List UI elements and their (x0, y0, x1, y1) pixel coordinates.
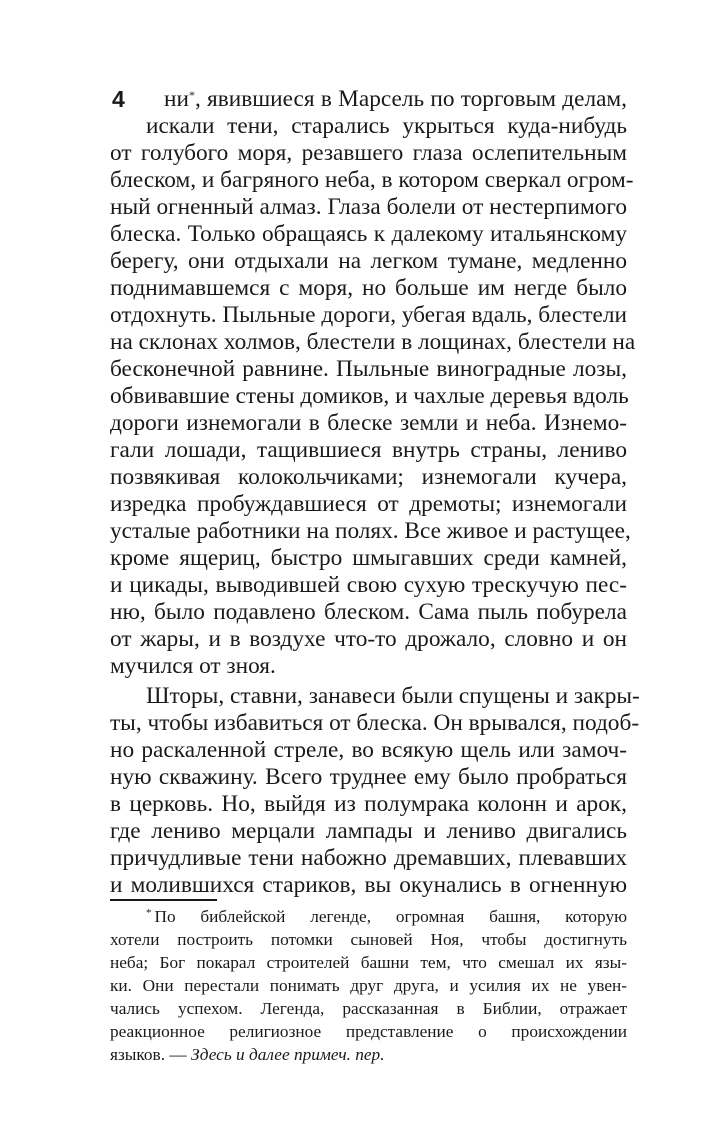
text-line: дороги изнемогали в блеске земли и неба. Изнемо- (110, 410, 627, 436)
text-line: и цикады, выводившей свою сухую трескучую пес- (110, 572, 627, 598)
page-number: 4 (112, 86, 125, 112)
footnote-divider (110, 899, 217, 901)
text-line: гали лошади, тащившиеся внутрь страны, лениво (110, 437, 627, 463)
text-line: в церковь. Но, выйдя из полумрака колонн и арок, (110, 791, 627, 817)
text-line: но раскаленной стреле, во всякую щель или замоч- (110, 737, 627, 763)
text-line: причудливые тени набожно дремавших, плевавших (110, 845, 627, 871)
text-line: кроме ящериц, быстро шмыгавших среди камней, (110, 545, 627, 571)
footnote-line: хотели построить потомки сыновей Ноя, чтобы достигнуть (110, 930, 627, 949)
text-line: где лениво мерцали лампады и лениво двигались (110, 818, 627, 844)
footnote-marker: * (146, 907, 152, 919)
text-line: блеском, и багряного неба, в котором сверкал огром- (110, 167, 634, 193)
footnote-line: чались успехом. Легенда, рассказанная в Библии, отражает (110, 999, 627, 1018)
footnote-text: По библейской легенде, огромная башня, которую (154, 907, 627, 926)
text-line: на склонах холмов, блестели в лощинах, блестели на (110, 329, 636, 355)
text-line: бесконечной равнине. Пыльные виноградные лозы, (110, 356, 627, 382)
text-line: Шторы, ставни, занавеси были спущены и закры- (146, 683, 640, 709)
text-line: ты, чтобы избавиться от блеска. Он врывался, подоб- (110, 710, 640, 736)
footnote-line: неба; Бог покарал строителей башни тем, что смешал их язы- (110, 953, 627, 972)
text-line: ный огненный алмаз. Глаза болели от нестерпимого (110, 194, 627, 220)
text-fragment: ни (164, 86, 189, 112)
footnote-marker: * (188, 88, 195, 102)
footnote-text: языков. — (110, 1045, 187, 1064)
text-line: позвякивая колокольчиками; изнемогали кучера, (110, 464, 627, 490)
text-line: отдохнуть. Пыльные дороги, убегая вдаль, блестели (110, 302, 627, 328)
text-line: от голубого моря, резавшего глаза ослепительным (110, 140, 627, 166)
text-line: усталые работники на полях. Все живое и растущее, (110, 518, 631, 544)
text-line: и молившихся стариков, вы окунались в огненную (110, 872, 627, 898)
text-line: искали тени, старались укрыться куда-нибудь (146, 113, 627, 139)
text-line: ню, было подавлено блеском. Сама пыль побурела (110, 599, 627, 625)
text-line: мучился от зноя. (110, 653, 276, 679)
text-fragment: , явившиеся в Марсель по торговым делам, (194, 86, 627, 112)
text-line: блеска. Только обращаясь к далекому итальянскому (110, 221, 627, 247)
text-line: ную скважину. Всего труднее ему было пробраться (110, 764, 627, 790)
text-line (164, 84, 627, 114)
footnote-source-note: Здесь и далее примеч. пер. (190, 1045, 385, 1064)
footnote-line: реакционное религиозное представление о происхождении (110, 1022, 627, 1041)
text-line: изредка пробуждавшиеся от дремоты; изнемогали (110, 491, 627, 517)
text-line: от жары, и в воздухе что-то дрожало, словно и он (110, 626, 627, 652)
footnote-line: ки. Они перестали понимать друг друга, и усилия их не увен- (110, 976, 627, 995)
footnote-line (110, 1043, 385, 1066)
text-line: обвивавшие стены домиков, и чахлые деревья вдоль (110, 383, 629, 409)
text-line: берегу, они отдыхали на легком тумане, медленно (110, 248, 627, 274)
text-line: поднимавшемся с моря, но больше им негде было (110, 275, 627, 301)
